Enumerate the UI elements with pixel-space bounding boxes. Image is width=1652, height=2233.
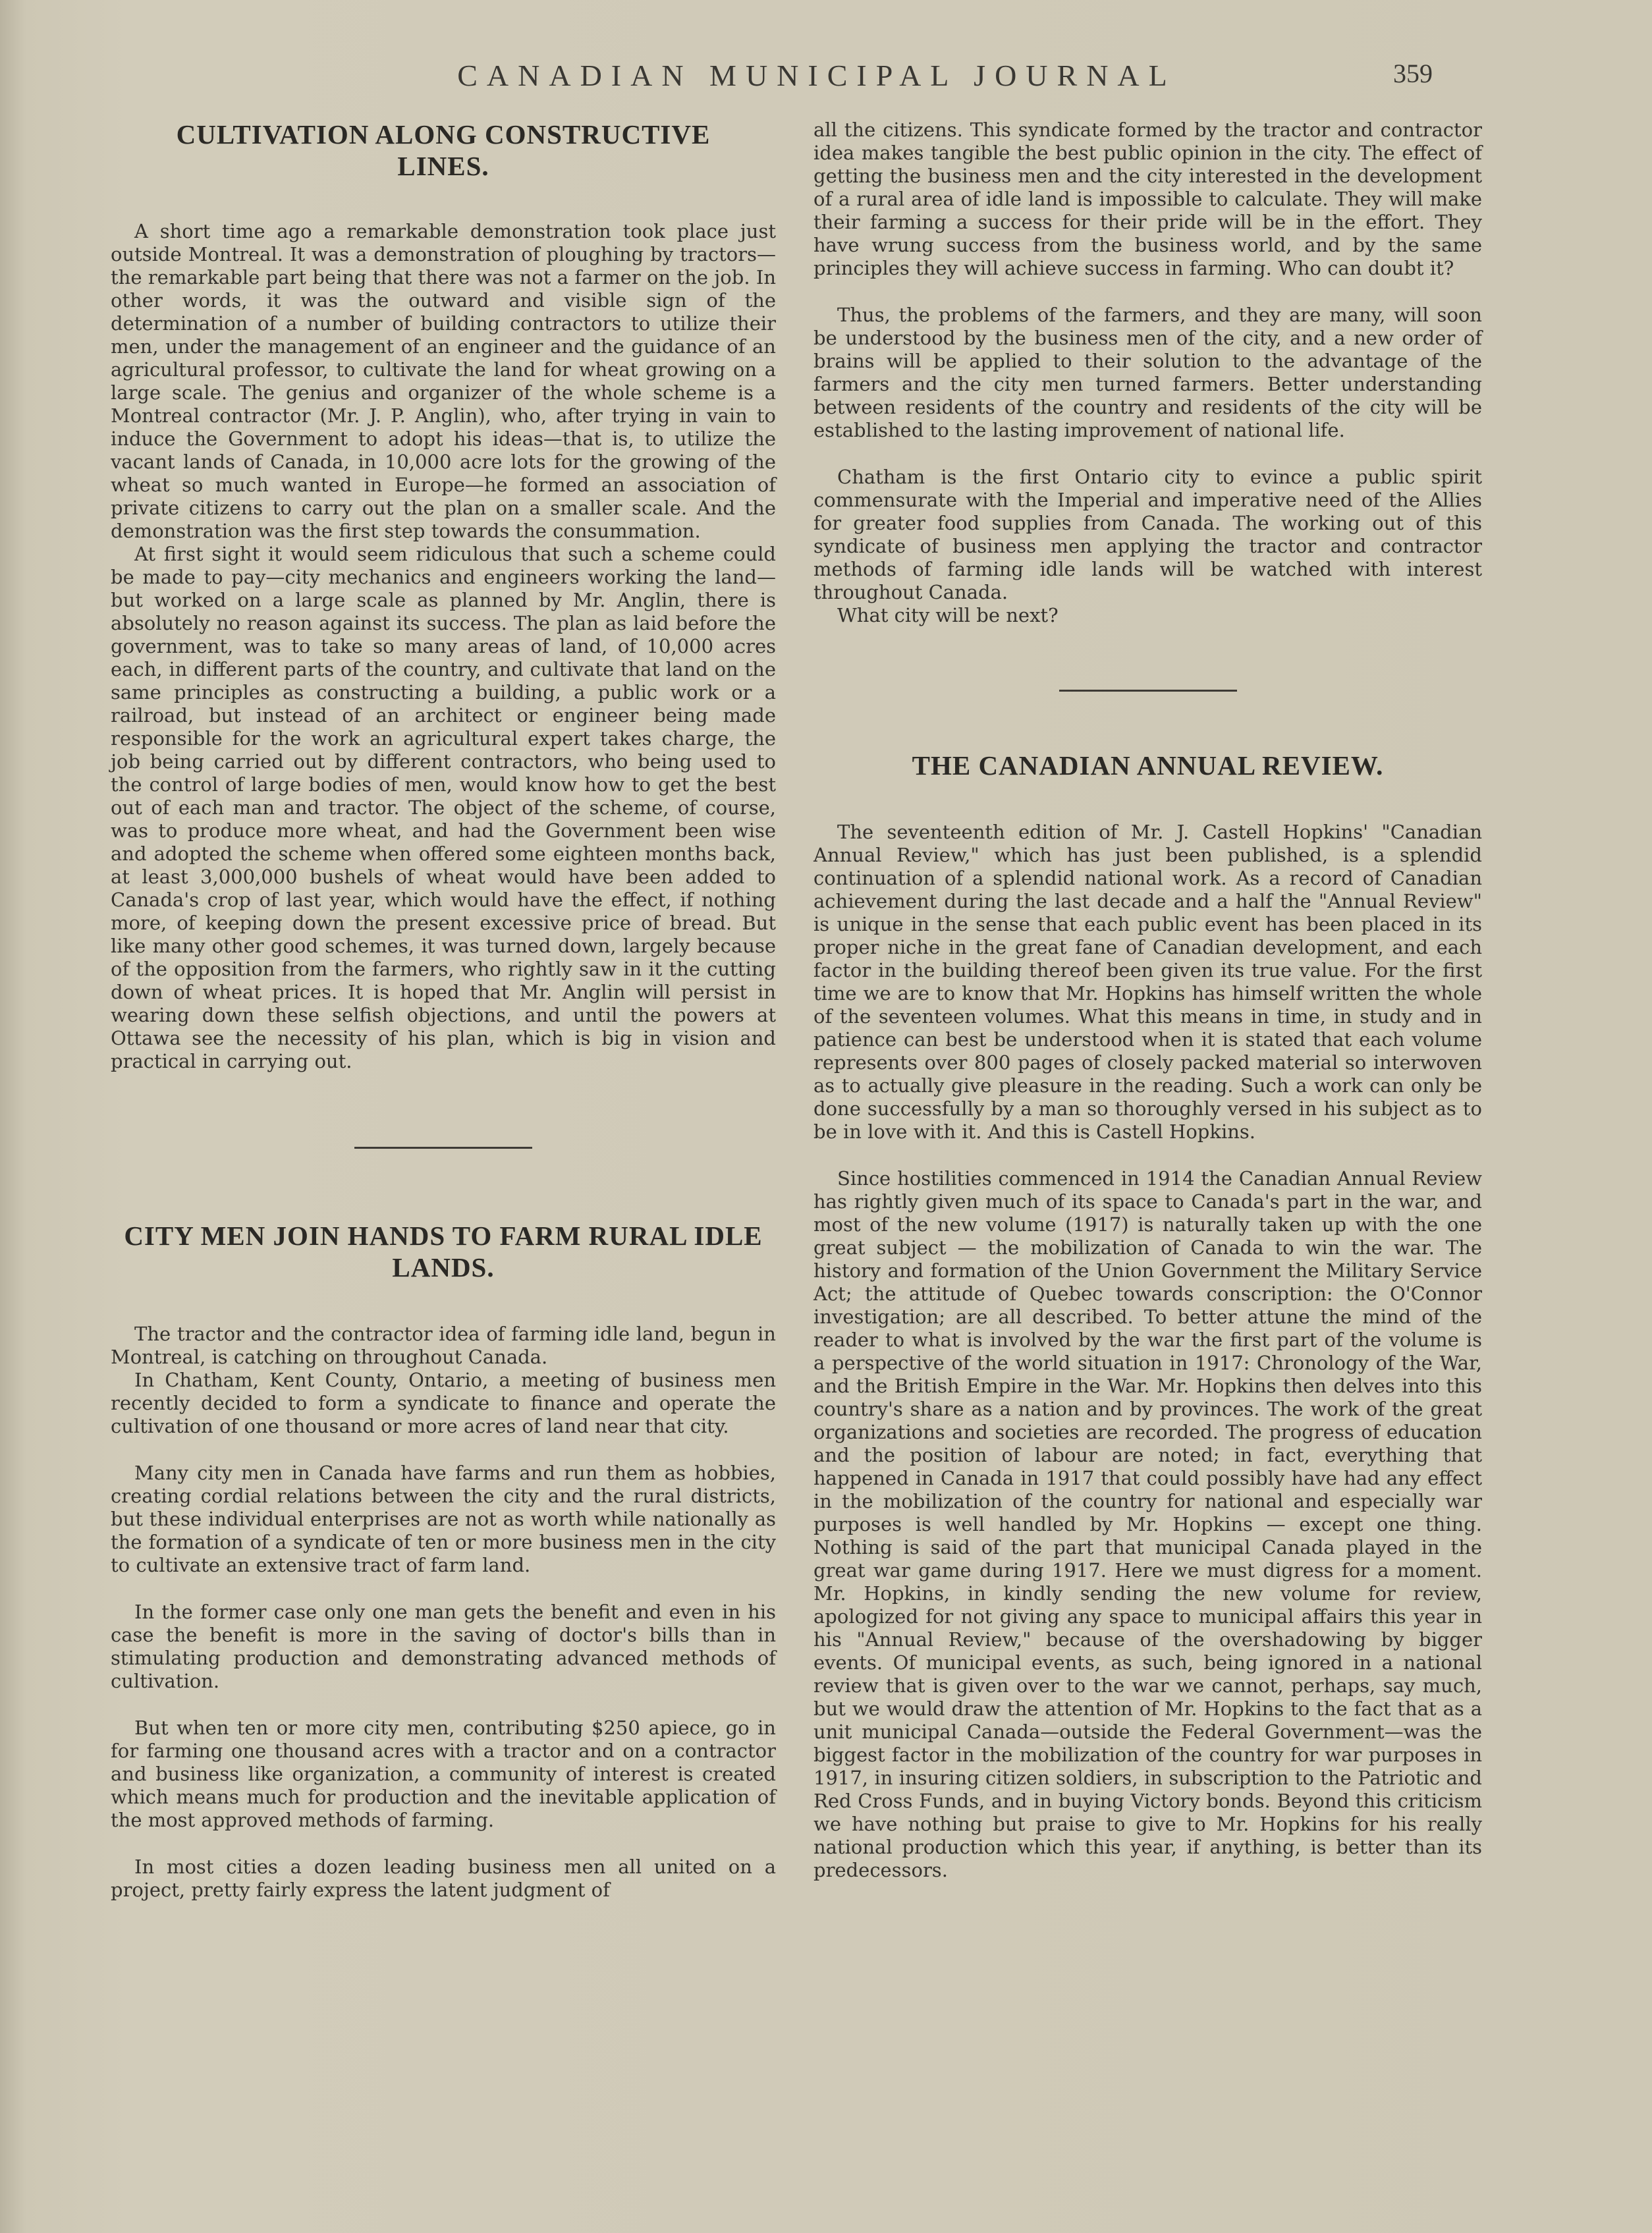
article-body: [111, 1323, 776, 1902]
page-number: 359: [1393, 59, 1433, 88]
paragraph: Chatham is the first Ontario city to evince a public spirit commensurate with the Imperial and imperative need of the Allies for greater food supplies from Canada. The working out of this syndicate of business men applying the tractor and contractor methods of farming idle lands will be watched with interest throughout Canada.: [813, 466, 1482, 603]
paragraph: all the citizens. This syndicate formed by the tractor and contractor idea makes tangible the best public opinion in the city. The effect of getting the business men and the city interested in the development of a rural area of idle land is impossible to calculate. They will make their farming a success for their pride will be in the effort. They have wrung success from the business world, and by the same principles they will achieve success in farming. Who can doubt it?: [813, 119, 1482, 279]
page-header: [0, 58, 1652, 97]
right-column: [813, 119, 1482, 1882]
paragraph: In Chatham, Kent County, Ontario, a meeting of business men recently decided to form a syndicate to finance and operate the cultivation of one thousand or more acres of land near that city.: [111, 1369, 776, 1437]
section-divider: [1059, 690, 1237, 692]
paragraph: In most cities a dozen leading business men all united on a project, pretty fairly express the latent judgment of: [111, 1856, 776, 1901]
article-body: [111, 220, 776, 1073]
running-title: CANADIAN MUNICIPAL JOURNAL: [457, 59, 1176, 92]
article-body: [813, 821, 1482, 1882]
article-headline: CULTIVATION ALONG CONSTRUCTIVE LINES.: [176, 119, 711, 181]
article-headline: THE CANADIAN ANNUAL REVIEW.: [912, 750, 1384, 781]
paragraph: The seventeenth edition of Mr. J. Castell Hopkins' "Canadian Annual Review," which has just been published, is a splendid continuation of a splendid national work. As a record of Canadian achievement during the last decade and a half the "Annual Review" is unique in the sense that each public event has been placed in its proper niche in the great fane of Canadian development, and each factor in the building thereof been given its true value. For the first time we are to know that Mr. Hopkins has himself written the whole of the seventeen volumes. What this means in time, in study and in patience can best be understood when it is stated that each volume represents over 800 pages of closely packed material so interwoven as to actually give pleasure in the reading. Such a work can only be done successfully by a man so thoroughly versed in his subject as to be in love with it. And this is Castell Hopkins.: [813, 821, 1482, 1143]
paragraph: A short time ago a remarkable demonstration took place just outside Montreal. It was a demonstration of ploughing by tractors—the remarkable part being that there was not a farmer on the job. In other words, it was the outward and visible sign of the determination of a number of building contractors to utilize their men, under the management of an engineer and the guidance of an agricultural professor, to cultivate the land for wheat growing on a large scale. The genius and organizer of the whole scheme is a Montreal contractor (Mr. J. P. Anglin), who, after trying in vain to induce the Government to adopt his ideas—that is, to utilize the vacant lands of Canada, in 10,000 acre lots for the growing of the wheat so much wanted in Europe—he formed an association of private citizens to carry out the plan on a smaller scale. And the demonstration was the first step towards the consummation.: [111, 220, 776, 542]
article-annual-review: [813, 750, 1482, 1882]
article-city-men: [111, 1220, 776, 1902]
section-divider: [354, 1147, 532, 1149]
paragraph: The tractor and the contractor idea of farming idle land, begun in Montreal, is catching on throughout Canada.: [111, 1323, 776, 1368]
paragraph: What city will be next?: [837, 604, 1059, 626]
paragraph: Many city men in Canada have farms and run them as hobbies, creating cordial relations between the city and the rural districts, but these individual enterprises are not as worth while nationally as the formation of a syndicate of ten or more business men in the city to cultivate an extensive tract of farm land.: [111, 1462, 776, 1576]
article-headline: CITY MEN JOIN HANDS TO FARM RURAL IDLE LANDS.: [124, 1221, 763, 1282]
article-continuation: [813, 119, 1482, 627]
paragraph: At first sight it would seem ridiculous that such a scheme could be made to pay—city mechanics and engineers working the land—but worked on a large scale as planned by Mr. Anglin, there is absolutely no reason against its success. The plan as laid before the government, was to take so many areas of land, of 10,000 acres each, in different parts of the country, and cultivate that land on the same principles as constructing a building, a public work or a railroad, but instead of an architect or engineer being made responsible for the work an agricultural expert takes charge, the job being carried out by different contractors, who being used to the control of large bodies of men, would know how to get the best out of each man and tractor. The object of the scheme, of course, was to produce more wheat, and had the Government been wise and adopted the scheme when offered some eighteen months back, at least 3,000,000 bushels of wheat would have been added to Canada's crop of last year, which would have the effect, if nothing more, of keeping down the present excessive price of bread. But like many other good schemes, it was turned down, largely because of the opposition from the farmers, who rightly saw in it the cutting down of wheat prices. It is hoped that Mr. Anglin will persist in wearing down these selfish objections, and until the powers at Ottawa see the necessity of his plan, which is big in vision and practical in carrying out.: [111, 543, 776, 1072]
paragraph: Thus, the problems of the farmers, and they are many, will soon be understood by the business men of the city, and a new order of brains will be applied to their solution to the advantage of the farmers and the city men turned farmers. Better understanding between residents of the country and residents of the city will be established to the lasting improvement of national life.: [813, 304, 1482, 441]
article-cultivation: [111, 119, 776, 1073]
left-column: [111, 119, 776, 1902]
paragraph: Since hostilities commenced in 1914 the Canadian Annual Review has rightly given much of its space to Canada's part in the war, and most of the new volume (1917) is naturally taken up with the one great subject — the mobilization of Canada to win the war. The history and formation of the Union Government the Military Service Act; the attitude of Quebec towards conscription: the O'Connor investigation; are all described. To better attune the mind of the reader to what is involved by the war the first part of the volume is a perspective of the world situation in 1917: Chronology of the War, and the British Empire in the War. Mr. Hopkins then delves into this country's share as a nation and by provinces. The work of the great organizations and societies are recorded. The progress of education and the position of labour are noted; in fact, everything that happened in Canada in 1917 that could possibly have had any effect in the mobilization of the country for national and especially war purposes is well handled by Mr. Hopkins — except one thing. Nothing is said of the part that municipal Canada played in the great war game during 1917. Here we must digress for a moment. Mr. Hopkins, in kindly sending the new volume for review, apologized for not giving any space to municipal affairs this year in his "Annual Review," because of the overshadowing by bigger events. Of municipal events, as such, being ignored in a national review that is given over to the war we cannot, perhaps, say much, but we would draw the attention of Mr. Hopkins to the fact that as a unit municipal Canada—outside the Federal Government—was the biggest factor in the mobilization of the country for war purposes in 1917, in insuring citizen soldiers, in subscription to the Patriotic and Red Cross Funds, and in buying Victory bonds. Beyond this criticism we have nothing but praise to give to Mr. Hopkins for his really national production which this year, if anything, is better than its predecessors.: [813, 1167, 1482, 1881]
paragraph: In the former case only one man gets the benefit and even in his case the benefit is more in the saving of doctor's bills than in stimulating production and demonstrating advanced methods of cultivation.: [111, 1601, 776, 1692]
paragraph: But when ten or more city men, contributing $250 apiece, go in for farming one thousand acres with a tractor and on a contractor and business like organization, a community of interest is created which means much for production and the inevitable application of the most approved methods of farming.: [111, 1717, 776, 1831]
